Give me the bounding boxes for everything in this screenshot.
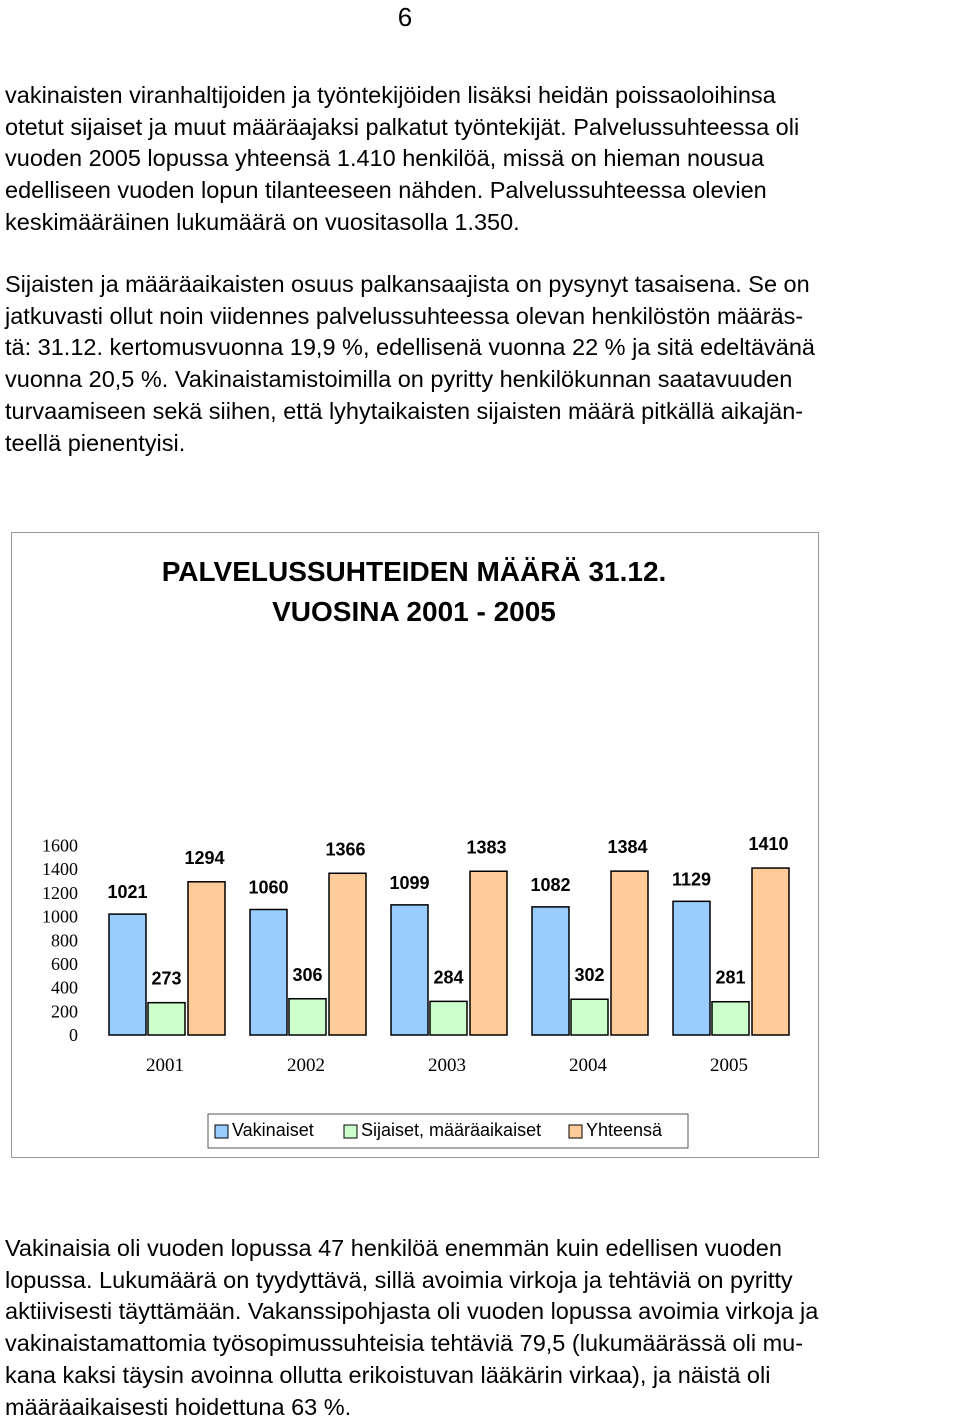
- data-label: 281: [715, 967, 746, 988]
- bar-sijaiset-määräaikaiset-2004: [571, 999, 608, 1035]
- bar-sijaiset-määräaikaiset-2001: [148, 1003, 185, 1035]
- text-line: kana kaksi täysin avoinna ollutta erikoistuvan lääkärin virkaa), ja näistä oli: [5, 1361, 771, 1388]
- bar-yhteensä-2004: [611, 871, 648, 1035]
- y-tick-label: 400: [51, 977, 78, 998]
- y-tick-label: 600: [51, 953, 78, 974]
- bar-vakinaiset-2001: [109, 914, 146, 1035]
- y-tick-label: 200: [51, 1001, 78, 1022]
- paragraph-1: [5, 80, 955, 239]
- text-line: jatkuvasti ollut noin viidennes palvelussuhteessa olevan henkilöstön määräs-: [5, 302, 804, 329]
- x-tick-label: 2001: [146, 1055, 184, 1076]
- bar-sijaiset-määräaikaiset-2002: [289, 999, 326, 1035]
- bar-sijaiset-määräaikaiset-2003: [430, 1001, 467, 1035]
- text-line: Sijaisten ja määräaikaisten osuus palkansaajista on pysynyt tasaisena. Se on: [5, 271, 810, 297]
- bar-vakinaiset-2002: [250, 909, 287, 1035]
- bar-sijaiset-määräaikaiset-2005: [712, 1002, 749, 1035]
- bar-yhteensä-2001: [188, 882, 225, 1035]
- x-tick-label: 2003: [428, 1055, 466, 1076]
- data-label: 1366: [325, 839, 366, 860]
- bar-yhteensä-2002: [329, 873, 366, 1035]
- x-tick-label: 2005: [710, 1055, 748, 1076]
- legend-swatch: [569, 1125, 582, 1138]
- data-label: 302: [574, 965, 605, 986]
- x-tick-label: 2002: [287, 1055, 325, 1076]
- data-label: 306: [292, 964, 323, 985]
- data-label: 1410: [748, 834, 789, 855]
- text-line: edelliseen vuoden lopun tilanteeseen nähden. Palvelussuhteessa olevien: [5, 177, 767, 204]
- bar-yhteensä-2005: [752, 868, 789, 1035]
- bar-chart: [12, 533, 818, 1157]
- data-label: 1384: [607, 837, 648, 858]
- y-tick-label: 800: [51, 930, 78, 951]
- legend-label: Yhteensä: [586, 1120, 663, 1140]
- text-line: vakinaisten viranhaltijoiden ja työntekijöiden lisäksi heidän poissaoloihinsa: [5, 82, 776, 108]
- legend-swatch: [344, 1125, 357, 1138]
- data-label: 1294: [184, 847, 225, 868]
- text-line: teellä pienentyisi.: [5, 429, 186, 456]
- data-label: 1060: [248, 877, 289, 898]
- paragraph-3: [5, 1233, 955, 1423]
- bar-yhteensä-2003: [470, 871, 507, 1035]
- y-tick-label: 1000: [42, 906, 78, 927]
- x-tick-label: 2004: [569, 1055, 607, 1076]
- chart-title: PALVELUSSUHTEIDEN MÄÄRÄ 31.12.: [161, 556, 667, 587]
- text-line: tä: 31.12. kertomusvuonna 19,9 %, edellisenä vuonna 22 % ja sitä edeltävänä: [5, 334, 815, 361]
- chart-container: [11, 532, 819, 1158]
- data-label: 273: [151, 968, 182, 989]
- text-line: lopussa. Lukumäärä on tyydyttävä, sillä avoimia virkoja ja tehtäviä on pyritty: [5, 1266, 793, 1293]
- data-label: 1099: [389, 872, 430, 893]
- data-label: 1383: [466, 837, 507, 858]
- text-line: Vakinaisia oli vuoden lopussa 47 henkilöä enemmän kuin edellisen vuoden: [5, 1235, 782, 1261]
- text-line: otetut sijaiset ja muut määräajaksi palkatut työntekijät. Palvelussuhteessa oli: [5, 113, 800, 140]
- legend-swatch: [215, 1125, 228, 1138]
- text-line: vuoden 2005 lopussa yhteensä 1.410 henkilöä, missä on hieman nousua: [5, 145, 765, 172]
- text-line: turvaamiseen sekä siihen, että lyhytaikaisten sijaisten määrä pitkällä aikajän-: [5, 397, 804, 424]
- data-label: 1082: [530, 874, 571, 895]
- text-line: aktiivisesti täyttämään. Vakanssipohjasta oli vuoden lopussa avoimia virkoja ja: [5, 1298, 819, 1325]
- y-tick-label: 1600: [42, 835, 78, 856]
- bar-vakinaiset-2004: [532, 907, 569, 1035]
- paragraph-2: [5, 269, 955, 459]
- text-line: määräaikaisesti hoidettuna 63 %.: [5, 1393, 352, 1420]
- y-tick-label: 1200: [42, 882, 78, 903]
- bar-vakinaiset-2005: [673, 901, 710, 1035]
- data-label: 284: [433, 967, 464, 988]
- legend-label: Vakinaiset: [232, 1120, 314, 1140]
- y-tick-label: 0: [69, 1025, 78, 1045]
- data-label: 1021: [107, 882, 148, 903]
- chart-title: VUOSINA 2001 - 2005: [272, 596, 556, 627]
- text-line: vakinaistamattomia työsopimussuhteisia tehtäviä 79,5 (lukumäärässä oli mu-: [5, 1330, 804, 1357]
- text-line: keskimääräinen lukumäärä on vuositasolla 1.350.: [5, 208, 520, 235]
- data-label: 1129: [671, 869, 712, 890]
- legend-label: Sijaiset, määräaikaiset: [361, 1120, 542, 1140]
- bar-vakinaiset-2003: [391, 905, 428, 1035]
- y-tick-label: 1400: [42, 859, 78, 880]
- page-number: 6: [397, 2, 413, 32]
- text-line: vuonna 20,5 %. Vakinaistamistoimilla on pyritty henkilökunnan saatavuuden: [5, 366, 793, 393]
